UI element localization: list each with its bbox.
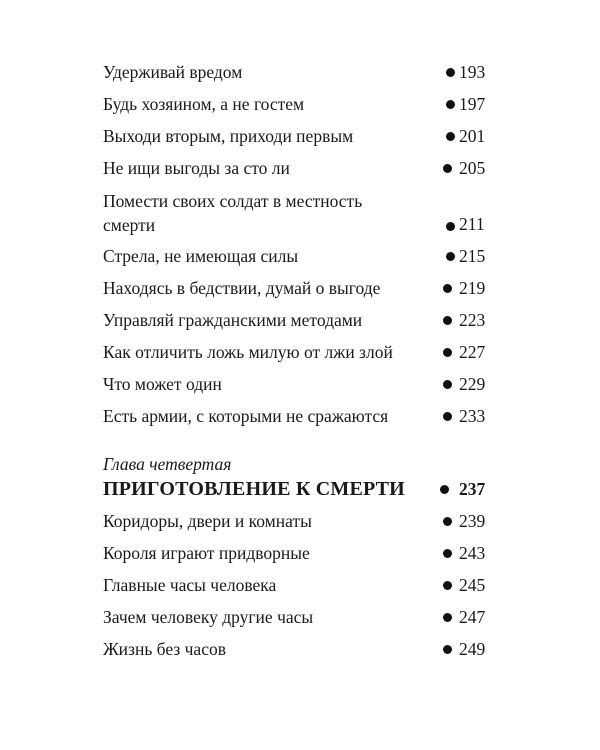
bullet-icon — [443, 380, 452, 389]
bullet-icon — [443, 549, 452, 558]
toc-entry — [0, 245, 600, 267]
toc-entry — [0, 341, 600, 363]
toc-entry — [0, 542, 600, 564]
bullet-icon — [446, 252, 455, 261]
toc-entry-page: 229 — [459, 374, 486, 394]
bullet-icon — [443, 164, 452, 173]
chapter-page: 237 — [459, 479, 486, 499]
bullet-icon — [443, 316, 452, 325]
bullet-icon — [443, 613, 452, 622]
toc-entry — [0, 277, 600, 299]
toc-entry-title: Находясь в бедствии, думай о выгоде — [103, 278, 381, 298]
toc-entry — [0, 574, 600, 596]
bullet-icon — [446, 222, 455, 231]
bullet-icon — [443, 284, 452, 293]
toc-entry — [0, 61, 600, 83]
toc-entry-page: 227 — [459, 342, 486, 362]
toc-entry — [0, 606, 600, 628]
toc-entry-title: Коридоры, двери и комнаты — [103, 511, 312, 531]
toc-entry-title: Стрела, не имеющая силы — [103, 246, 299, 266]
toc-entry-page: 219 — [459, 278, 486, 298]
toc-entry — [0, 157, 600, 179]
toc-entry — [0, 373, 600, 395]
bullet-icon — [440, 485, 449, 494]
toc-entry-title: Выходи вторым, приходи первым — [103, 126, 354, 146]
toc-entry-title: Есть армии, с которыми не сражаются — [103, 406, 389, 426]
toc-entry-title: Не ищи выгоды за сто ли — [103, 158, 290, 178]
bullet-icon — [443, 517, 452, 526]
toc-entry — [0, 93, 600, 115]
toc-entry-page: 205 — [459, 158, 486, 178]
toc-entry-page: 223 — [459, 310, 486, 330]
toc-entry — [0, 405, 600, 427]
toc-entry-page: 201 — [459, 126, 486, 146]
toc-entry-page: 233 — [459, 406, 486, 426]
toc-entry-title: Помести своих солдат в местность смерти — [103, 191, 363, 235]
toc-entry-page: 249 — [459, 639, 486, 659]
toc-entry-page: 243 — [459, 543, 486, 563]
toc-entry-title: Главные часы человека — [103, 575, 277, 595]
bullet-icon — [443, 412, 452, 421]
toc-entry-page: 247 — [459, 607, 486, 627]
chapter-title: ПРИГОТОВЛЕНИЕ К СМЕРТИ — [103, 478, 405, 500]
toc-entry-page: 215 — [459, 246, 486, 266]
toc-entry-title: Зачем человеку другие часы — [103, 607, 314, 627]
toc-entry-page: 239 — [459, 511, 486, 531]
chapter-label: Глава четвертая — [103, 454, 232, 474]
toc-entry — [0, 510, 600, 532]
toc-entry — [0, 189, 600, 237]
toc-entry-page: 197 — [459, 94, 486, 114]
toc-entry-title: Как отличить ложь милую от лжи злой — [103, 342, 393, 362]
toc-entry-title: Короля играют придворные — [103, 543, 310, 563]
bullet-icon — [446, 100, 455, 109]
toc-entry-page: 211 — [459, 214, 485, 234]
bullet-icon — [446, 68, 455, 77]
bullet-icon — [443, 581, 452, 590]
toc-entry-title: Удерживай вредом — [103, 62, 243, 82]
toc-entry-title: Будь хозяином, а не гостем — [103, 94, 305, 114]
bullet-icon — [443, 645, 452, 654]
toc-entry-page: 245 — [459, 575, 486, 595]
toc-entry-title: Управляй гражданскими методами — [103, 310, 363, 330]
toc-entry-title: Жизнь без часов — [103, 639, 226, 659]
toc-entry — [0, 309, 600, 331]
bullet-icon — [446, 132, 455, 141]
toc-entry — [0, 125, 600, 147]
toc-entry — [0, 638, 600, 660]
toc-entry-title: Что может один — [103, 374, 222, 394]
chapter-heading — [0, 478, 600, 500]
bullet-icon — [443, 348, 452, 357]
toc-entry-page: 193 — [459, 62, 486, 82]
